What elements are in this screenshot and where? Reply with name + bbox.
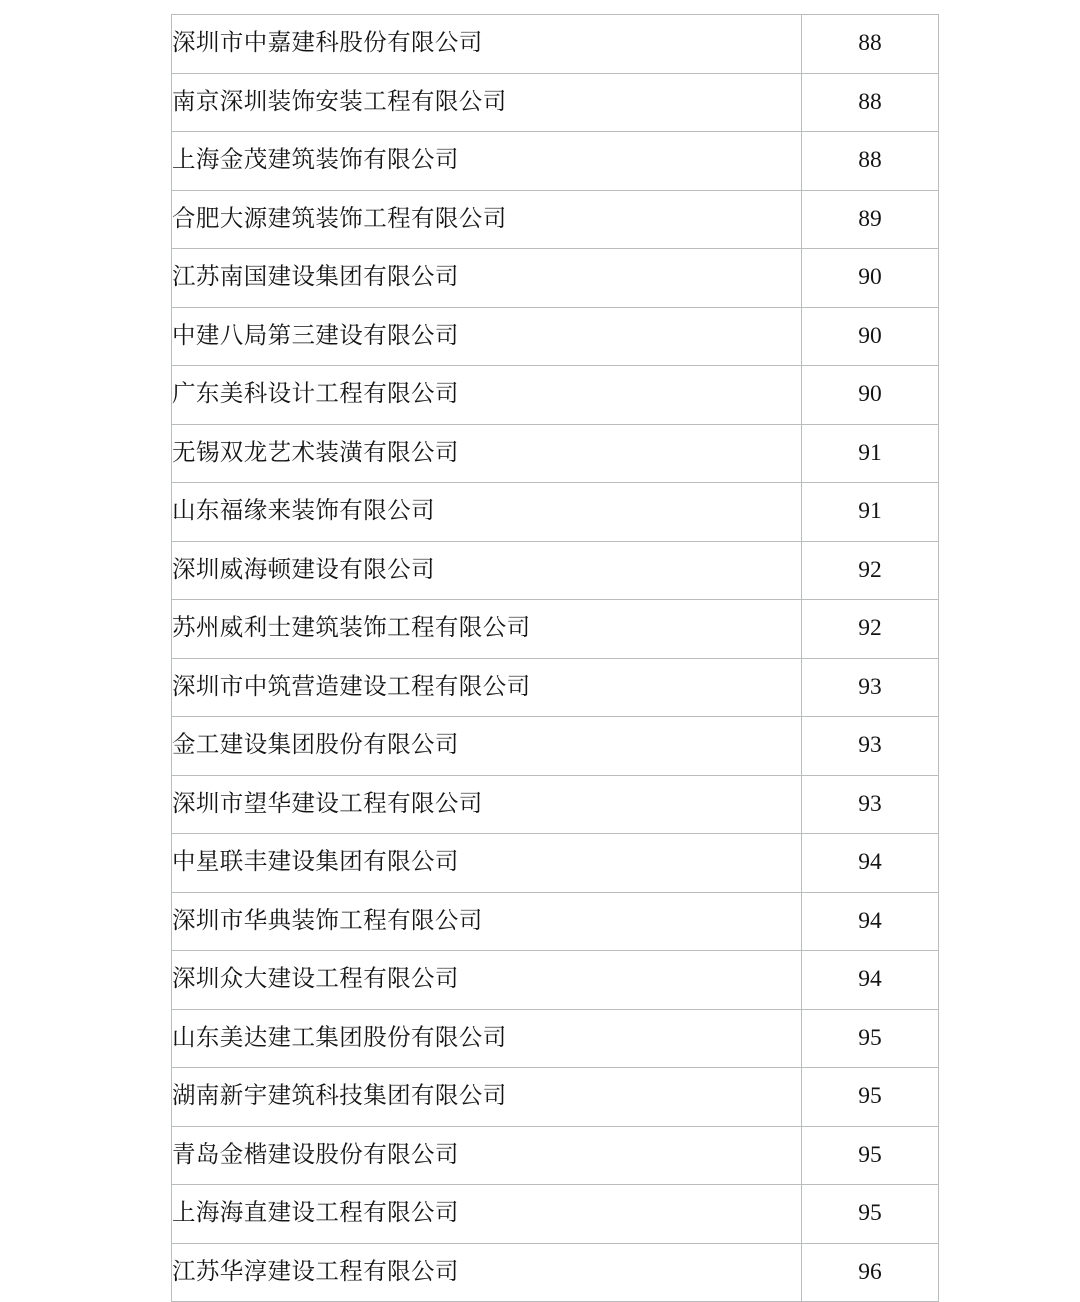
table-row: [172, 249, 939, 308]
table-row: [172, 15, 939, 74]
table-row: [172, 1009, 939, 1068]
company-name-cell: 深圳威海顿建设有限公司: [172, 541, 802, 600]
table-row: [172, 73, 939, 132]
table-row: [172, 190, 939, 249]
score-cell: 90: [802, 307, 939, 366]
company-name-cell: 深圳市华典装饰工程有限公司: [172, 892, 802, 951]
score-cell: 91: [802, 483, 939, 542]
table-row: [172, 892, 939, 951]
score-cell: 90: [802, 249, 939, 308]
score-cell: 94: [802, 951, 939, 1010]
table-row: [172, 951, 939, 1010]
company-name-cell: 深圳市望华建设工程有限公司: [172, 775, 802, 834]
score-cell: 94: [802, 834, 939, 893]
score-cell: 96: [802, 1243, 939, 1302]
table-row: [172, 1243, 939, 1302]
table-row: [172, 1068, 939, 1127]
company-name-cell: 中星联丰建设集团有限公司: [172, 834, 802, 893]
company-name-cell: 深圳众大建设工程有限公司: [172, 951, 802, 1010]
company-name-cell: 深圳市中嘉建科股份有限公司: [172, 15, 802, 74]
company-name-cell: 金工建设集团股份有限公司: [172, 717, 802, 776]
table-row: [172, 366, 939, 425]
table-row: [172, 483, 939, 542]
company-name-cell: 南京深圳装饰安装工程有限公司: [172, 73, 802, 132]
table-row: [172, 424, 939, 483]
company-name-cell: 合肥大源建筑装饰工程有限公司: [172, 190, 802, 249]
score-cell: 92: [802, 541, 939, 600]
table-row: [172, 717, 939, 776]
score-cell: 93: [802, 775, 939, 834]
score-cell: 95: [802, 1009, 939, 1068]
score-cell: 93: [802, 658, 939, 717]
table-row: [172, 1126, 939, 1185]
company-name-cell: 深圳市中筑营造建设工程有限公司: [172, 658, 802, 717]
table-row: [172, 658, 939, 717]
score-cell: 88: [802, 15, 939, 74]
company-name-cell: 山东福缘来装饰有限公司: [172, 483, 802, 542]
company-name-cell: 山东美达建工集团股份有限公司: [172, 1009, 802, 1068]
score-cell: 88: [802, 132, 939, 191]
company-name-cell: 中建八局第三建设有限公司: [172, 307, 802, 366]
company-name-cell: 苏州威利士建筑装饰工程有限公司: [172, 600, 802, 659]
score-cell: 88: [802, 73, 939, 132]
score-cell: 90: [802, 366, 939, 425]
table-row: [172, 307, 939, 366]
score-cell: 91: [802, 424, 939, 483]
company-name-cell: 广东美科设计工程有限公司: [172, 366, 802, 425]
company-name-cell: 江苏华淳建设工程有限公司: [172, 1243, 802, 1302]
company-name-cell: 江苏南国建设集团有限公司: [172, 249, 802, 308]
table-row: [172, 600, 939, 659]
score-cell: 95: [802, 1185, 939, 1244]
table-row: [172, 775, 939, 834]
score-cell: 92: [802, 600, 939, 659]
score-cell: 95: [802, 1068, 939, 1127]
table-body: [172, 15, 939, 1302]
company-name-cell: 上海金茂建筑装饰有限公司: [172, 132, 802, 191]
table-row: [172, 834, 939, 893]
score-cell: 94: [802, 892, 939, 951]
company-score-table: [171, 14, 939, 1302]
score-cell: 95: [802, 1126, 939, 1185]
table-row: [172, 1185, 939, 1244]
company-name-cell: 湖南新宇建筑科技集团有限公司: [172, 1068, 802, 1127]
table-row: [172, 132, 939, 191]
table-row: [172, 541, 939, 600]
company-name-cell: 青岛金楷建设股份有限公司: [172, 1126, 802, 1185]
company-name-cell: 无锡双龙艺术装潢有限公司: [172, 424, 802, 483]
score-cell: 89: [802, 190, 939, 249]
score-cell: 93: [802, 717, 939, 776]
company-name-cell: 上海海直建设工程有限公司: [172, 1185, 802, 1244]
